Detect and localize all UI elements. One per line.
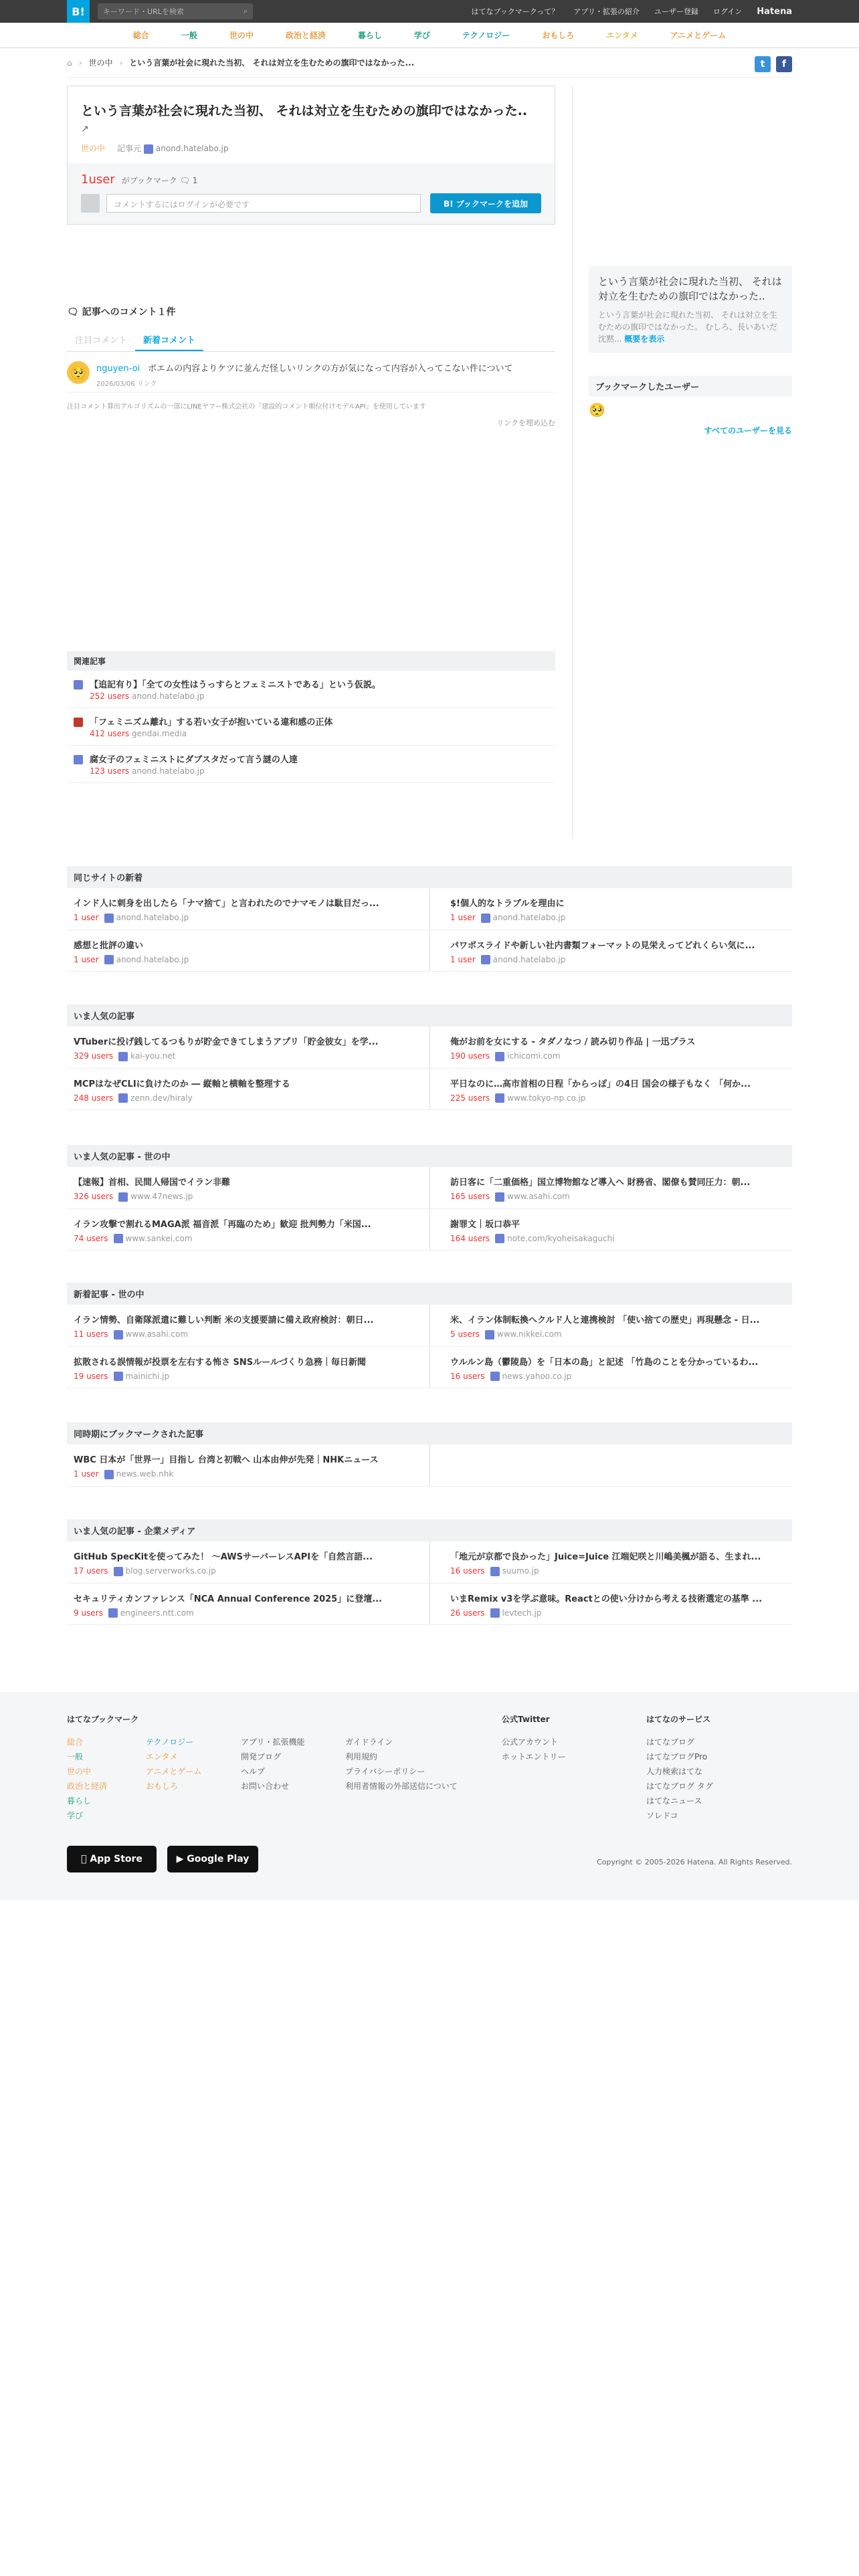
article-users[interactable]: 326 users [74,1192,114,1201]
article-users[interactable]: 1 user [74,913,99,922]
summary-card [589,266,792,353]
footer-link[interactable]: テクノロジー [146,1737,194,1747]
related-item[interactable] [67,746,555,783]
article-users[interactable]: 9 users [74,1608,103,1618]
article-meta [450,1051,785,1061]
article-site[interactable]: news.web.nhk [116,1469,174,1479]
article-meta [74,913,423,923]
footer-link[interactable]: 利用者情報の外部送信について [345,1782,458,1791]
section [67,1283,792,1388]
footer-link[interactable]: 公式アカウント [502,1737,558,1747]
hatena-bookmark-logo[interactable]: B! [67,0,90,23]
footer-link[interactable]: プライバシーポリシー [345,1767,425,1776]
article-title[interactable]: GitHub SpecKitを使ってみた！ ～AWSサーバーレスAPIを「自然言語... [74,1552,373,1562]
app-store-badge[interactable] [67,1846,157,1872]
site-favicon-icon [108,1608,118,1618]
article-item[interactable] [67,1209,430,1251]
related-heading: 関連記事 [67,651,555,671]
related-users[interactable]: 412 users [90,729,130,738]
related-thumb-icon [74,718,83,727]
section-heading: 新着記事 - 世の中 [67,1283,792,1305]
article-item[interactable] [430,1167,792,1209]
article-site[interactable]: anond.hatelabo.jp [116,913,189,922]
article-title[interactable]: 謝罪文｜坂口恭平 [450,1219,520,1230]
tab-popular-comments[interactable]: 注目コメント [75,336,128,346]
tab-category[interactable]: エンタメ [606,31,638,40]
article-meta [74,1093,423,1103]
footer-link[interactable]: ガイドライン [345,1737,393,1747]
article-site[interactable]: mainichi.jp [125,1371,170,1381]
footer-link[interactable]: はてなブログPro [646,1752,708,1761]
comment-date[interactable]: 2026/03/06 [96,381,135,388]
comment-icon: 🗨 [179,176,190,185]
article-site[interactable]: news.yahoo.co.jp [502,1371,572,1381]
article-title[interactable]: イラン情勢、自衛隊派遣に難しい判断 米の支援要請に備え政府検討：朝日... [74,1315,374,1325]
article-users[interactable]: 26 users [450,1608,485,1618]
google-play-badge[interactable] [167,1846,258,1872]
article-users[interactable]: 19 users [74,1371,108,1381]
header-link[interactable]: ログイン [712,7,743,16]
article-meta [450,955,785,965]
article-users[interactable]: 248 users [74,1093,114,1103]
related-users[interactable]: 252 users [90,691,130,701]
article-users[interactable]: 1 user [74,1469,99,1479]
article-title[interactable]: 平日なのに…高市首相の日程「からっぽ」の4日 国会の様子もなく 「何か... [450,1079,751,1089]
article-users[interactable]: 74 users [74,1233,108,1243]
article-title[interactable]: 米、イラン体制転換へクルド人と連携検討 「使い捨ての歴史」再現懸念 - 日... [450,1315,760,1325]
article-title[interactable]: 拡散される誤情報が投票を左右する怖さ SNSルールづくり急務｜毎日新聞 [74,1357,366,1368]
article-meta [74,1234,423,1244]
article-users[interactable]: 16 users [450,1566,485,1576]
article-item[interactable] [67,888,430,930]
article-meta [450,1234,785,1244]
user-avatar[interactable]: 🥺 [67,361,90,384]
footer-link[interactable]: アプリ・拡張機能 [241,1737,305,1747]
site-favicon-icon [495,1192,504,1202]
footer-link[interactable]: 政治と経済 [67,1782,108,1791]
app-store-label: App Store [87,1854,140,1864]
site-favicon-icon [114,1330,123,1339]
article-users[interactable]: 1 user [74,954,99,964]
related-meta [90,766,298,776]
article-item[interactable] [430,1541,792,1584]
article-item[interactable] [430,1027,792,1069]
footer-link[interactable]: はてなブログ タグ [646,1782,713,1791]
article-site[interactable]: ichicomi.com [507,1051,561,1061]
article-site[interactable]: note.com/kyoheisakaguchi [507,1233,615,1243]
site-favicon-icon [114,1234,123,1243]
site-favicon-icon [490,1567,500,1576]
site-favicon-icon [114,1567,123,1576]
article-item[interactable] [67,1584,430,1626]
article-site[interactable]: blog.serverworks.co.jp [125,1566,216,1576]
article-item[interactable] [430,1069,792,1111]
comment-input[interactable]: コメントするにはログインが必要です [106,194,421,213]
article-item[interactable] [67,1167,430,1209]
article-item[interactable] [67,1027,430,1069]
article-site[interactable]: suumo.jp [502,1566,539,1576]
article-item[interactable] [430,1209,792,1251]
site-favicon-icon [114,1372,123,1381]
article-site[interactable]: www.nikkei.com [496,1329,562,1339]
section-grid [67,1167,792,1251]
article-users[interactable]: 16 users [450,1371,485,1381]
article-site[interactable]: www.asahi.com [507,1192,570,1201]
section [67,866,792,972]
tab-category[interactable]: 一般 [181,31,197,40]
copyright: Copyright © 2005-2026 Hatena. All Rights Reserved. [596,1858,792,1866]
section-grid [67,1305,792,1388]
related-list [67,671,555,783]
article-title[interactable]: VTuberに投げ銭してるつもりが貯金できてしまうアプリ「貯金彼女」を学... [74,1037,379,1047]
comments-heading-text: 記事へのコメント１件 [82,307,176,318]
article-site[interactable]: engineers.ntt.com [120,1608,194,1618]
article-site[interactable]: www.asahi.com [125,1329,189,1339]
site-favicon-icon [481,955,490,964]
tab-category[interactable]: 世の中 [229,31,254,40]
article-title[interactable]: いまRemix v3を学ぶ意味。Reactとの使い分けから考える技術選定の基準 ... [450,1594,763,1604]
footer-link[interactable]: はてなニュース [646,1796,702,1806]
section [67,1422,792,1487]
section [67,1004,792,1110]
article-item[interactable] [67,1444,430,1487]
search-icon[interactable]: ⌕ [243,7,248,15]
site-favicon-icon [490,1608,500,1618]
article-title[interactable]: セキュリティカンファレンス「NCA Annual Conference 2025」に登壇... [74,1594,383,1604]
footer-link[interactable]: お問い合わせ [241,1782,290,1791]
tab-category[interactable]: 暮らし [357,31,382,40]
article-item[interactable] [430,930,792,972]
top-bar [0,0,859,23]
article-meta [450,1372,785,1382]
related-title[interactable]: 腐女子のフェミニストにダブスタだって言う謎の人達 [90,755,298,765]
article-title[interactable]: 【速報】首相、民間人帰国でイラン非難 [74,1178,231,1188]
article-title[interactable]: パワポスライドや新しい社内書類フォーマットの見栄えってどれくらい気に... [450,940,755,951]
footer-brand: はてなブックマーク [67,1715,139,1724]
related-meta [90,691,381,701]
article-site[interactable]: anond.hatelabo.jp [492,954,566,964]
algorithm-note: 注目コメント算出アルゴリズムの一部にLINEヤフー株式会社の「建設的コメント順位付けモデルAPI」を使用しています [67,403,426,411]
article-meta [74,1469,423,1479]
article-site[interactable]: zenn.dev/hiraly [130,1093,193,1103]
article-meta [450,913,785,923]
article-item [430,1444,792,1487]
header-links [471,6,792,17]
article-meta [74,1372,423,1382]
column-divider [572,86,573,837]
tab-category[interactable]: アニメとゲーム [670,31,727,40]
section [67,1519,792,1625]
related-item[interactable] [67,671,555,708]
tab-new-comments[interactable]: 新着コメント [135,329,203,351]
breadcrumb-category[interactable]: 世の中 [88,58,113,68]
site-favicon-icon [481,914,490,923]
footer-link[interactable]: はてなブログ [646,1737,695,1747]
search-input[interactable] [98,3,253,19]
footer-link[interactable]: ソレドコ [646,1811,678,1820]
article-meta [450,1192,785,1202]
related-item[interactable] [67,708,555,746]
site-favicon-icon [144,144,153,154]
comment-text: ボエムの内容よりケツに並んだ怪しいリンクの方が気になって内容が入ってこない件について [148,364,513,374]
article-users[interactable]: 164 users [450,1233,490,1243]
article-item[interactable] [67,1347,430,1389]
google-play-label: Google Play [187,1854,250,1864]
summary-desc: という言葉が社会に現れた当初、 それは対立を生むための旗印ではなかった。 むしろ、長いあいだ沈黙... [598,310,777,344]
source-label: 記事元 [117,144,142,153]
tab-category[interactable]: おもしろ [542,31,575,40]
related-thumb-icon [74,755,83,764]
article-users[interactable]: 1 user [450,954,476,964]
twitter-share-icon[interactable]: t [755,56,771,72]
section-grid [67,888,792,972]
comment-icon: 🗨 [67,307,79,318]
article-meta [74,1051,423,1061]
show-summary-link[interactable]: 概要を表示 [624,334,665,344]
related-users[interactable]: 123 users [90,766,130,776]
article-title[interactable]: 感想と批評の違い [74,940,144,951]
article-users[interactable]: 329 users [74,1051,114,1061]
bookmark-users[interactable]: 1user [81,173,115,187]
section-heading: いま人気の記事 - 企業メディア [67,1519,792,1541]
article-users[interactable]: 225 users [450,1093,490,1103]
related-title[interactable]: 「フェミニズム離れ」する若い女子が抱いている違和感の正体 [90,718,333,728]
site-favicon-icon [118,1093,128,1103]
article-site[interactable]: anond.hatelabo.jp [116,954,189,964]
section-heading: 同じサイトの新着 [67,866,792,888]
article-meta [74,955,423,965]
section-grid [67,1027,792,1110]
related-site[interactable]: anond.hatelabo.jp [131,691,205,701]
embed-link[interactable]: リンクを埋め込む [496,419,555,427]
footer-link[interactable]: 暮らし [67,1796,92,1806]
entry-card [67,86,555,225]
comment-count: 1 [192,176,198,185]
site-favicon-icon [104,1470,114,1479]
facebook-share-icon[interactable]: f [776,56,792,72]
site-favicon-icon [118,1052,128,1061]
external-link-icon[interactable]: ↗ [81,124,89,134]
search-placeholder: キーワード・URLを検索 [103,7,184,16]
section-heading: 同時期にブックマークされた記事 [67,1422,792,1444]
related-site[interactable]: anond.hatelabo.jp [131,766,205,776]
comment-link[interactable]: リンク [136,381,157,388]
footer-services-heading: はてなのサービス [646,1715,711,1724]
site-favicon-icon [490,1372,500,1381]
article-meta [450,1566,785,1576]
hatena-logo[interactable]: Hatena [757,6,792,17]
article-meta [450,1329,785,1339]
entry-title[interactable]: という言葉が社会に現れた当初、 それは対立を生むための旗印ではなかった.. [81,104,528,118]
footer-link[interactable]: おもしろ [146,1782,179,1791]
related-meta [90,729,332,738]
footer-twitter-heading: 公式Twitter [502,1715,550,1724]
footer-link[interactable]: アニメとゲーム [146,1767,202,1776]
bookmark-label: がブックマーク [121,176,177,185]
bookmark-users-heading: ブックマークしたユーザー [589,376,792,397]
entry-source[interactable]: anond.hatelabo.jp [155,144,229,153]
related-site[interactable]: gendai.media [131,729,187,738]
article-users[interactable]: 165 users [450,1192,490,1201]
site-favicon-icon [495,1093,504,1103]
header-link[interactable]: ユーザー登録 [654,7,698,16]
footer-link[interactable]: 学び [67,1811,84,1820]
article-site[interactable]: www.sankei.com [125,1233,193,1243]
footer-link[interactable]: 一般 [67,1752,84,1761]
article-users[interactable]: 11 users [74,1329,108,1339]
footer-link[interactable]: 総合 [67,1737,84,1747]
article-site[interactable]: anond.hatelabo.jp [492,913,566,922]
article-item[interactable] [430,1305,792,1347]
add-bookmark-button[interactable]: B! ブックマークを追加 [430,193,541,213]
article-site[interactable]: levtech.jp [502,1608,542,1618]
footer-link[interactable]: ヘルプ [241,1767,266,1776]
article-meta [450,1608,785,1618]
play-icon: ▶ [176,1854,184,1864]
home-icon[interactable]: ⌂ [67,58,72,68]
footer-link[interactable]: 世の中 [67,1767,92,1776]
entry-category[interactable]: 世の中 [81,144,106,153]
footer-link[interactable]: 利用規約 [345,1752,378,1761]
article-item[interactable] [430,888,792,930]
article-title[interactable]: 「地元が京都で良かった」Juice=Juice 江端妃咲と川嶋美楓が語る、生まれ... [450,1552,761,1562]
site-favicon-icon [485,1330,494,1339]
article-title[interactable]: 訪日客に「二重価格」国立博物館など導入へ 財務省、閣僚も賛同圧力：朝... [450,1178,751,1188]
related-thumb-icon [74,680,83,689]
article-item[interactable] [67,1541,430,1584]
article-title[interactable]: MCPはなぜCLIに負けたのか ― 縦軸と横軸を整理する [74,1079,290,1089]
article-title[interactable]: 俺がお前を女にする - タダノなつ / 読み切り作品 | 一迅プラス [450,1037,696,1047]
footer-link[interactable]: 人力検索はてな [646,1767,703,1776]
article-item[interactable] [67,1069,430,1111]
article-title[interactable]: $!個人的なトラブルを理由に [450,899,565,909]
apple-icon [81,1854,86,1864]
footer [0,1692,859,1901]
article-users[interactable]: 5 users [450,1329,480,1339]
article-title[interactable]: イラン攻撃で割れるMAGA派 福音派「再臨のため」歓迎 批判勢力「米国... [74,1219,371,1230]
article-meta [74,1329,423,1339]
section-heading: いま人気の記事 [67,1004,792,1027]
article-users[interactable]: 190 users [450,1051,490,1061]
site-favicon-icon [118,1192,128,1202]
section [67,1145,792,1251]
footer-link[interactable]: エンタメ [146,1752,178,1761]
article-title[interactable]: WBC 日本が「世界一」目指し 台湾と初戦へ 山本由伸が先発｜NHKニュース [74,1455,379,1465]
related-title[interactable]: 【追記有り】「全ての女性はうっすらとフェミニストである」という仮説。 [90,680,381,690]
site-favicon-icon [495,1234,504,1243]
breadcrumb: ⌂ › 世の中 › という言葉が社会に現れた当初、 それは対立を生むための旗印ではなかった... t f [67,48,792,78]
site-favicon-icon [495,1052,504,1061]
all-users-link[interactable]: すべてのユーザーを見る [704,426,792,435]
site-favicon-icon [104,955,114,964]
header-link[interactable]: はてなブックマークって？ [471,7,559,16]
category-nav [0,23,859,48]
article-meta [74,1566,423,1576]
article-title[interactable]: ウルルン島（鬱陵島）を「日本の島」と記述 「竹島のことを分かっているわ... [450,1357,759,1368]
footer-link[interactable]: 開発ブログ [241,1752,282,1761]
bookmark-user-avatar[interactable]: 🥺 [589,402,605,418]
main-column [67,86,555,783]
article-meta [450,1093,785,1103]
article-users[interactable]: 17 users [74,1566,108,1576]
article-site[interactable]: kai-you.net [130,1051,176,1061]
article-item[interactable] [430,1584,792,1626]
article-item[interactable] [430,1347,792,1389]
article-item[interactable] [67,930,430,972]
article-users[interactable]: 1 user [450,913,476,922]
section-grid [67,1444,792,1487]
header-link[interactable]: アプリ・拡張の紹介 [573,7,640,16]
comment-user[interactable]: nguyen-oi [96,364,140,374]
article-site[interactable]: www.47news.jp [130,1192,193,1201]
site-favicon-icon [104,914,114,923]
comments-heading [67,305,555,318]
sidebar [589,86,792,436]
comment-item [67,352,555,393]
article-item[interactable] [67,1305,430,1347]
article-meta [74,1192,423,1202]
section-heading: いま人気の記事 - 世の中 [67,1145,792,1167]
tab-category[interactable]: 総合 [132,31,149,40]
article-site[interactable]: www.tokyo-np.co.jp [507,1093,586,1103]
summary-title: という言葉が社会に現れた当初、 それは対立を生むための旗印ではなかった.. [598,276,782,302]
tab-category[interactable]: 学び [413,31,430,40]
avatar-placeholder [81,194,100,213]
tab-category[interactable]: 政治と経済 [285,31,326,40]
section-grid [67,1541,792,1625]
article-meta [74,1608,423,1618]
article-title[interactable]: インド人に刺身を出したら「ナマ捨て」と言われたのでナマモノは駄目だっ... [74,899,379,909]
footer-link[interactable]: ホットエントリー [502,1752,566,1761]
breadcrumb-current: という言葉が社会に現れた当初、 それは対立を生むための旗印ではなかった... [129,58,415,68]
tab-category[interactable]: テクノロジー [462,31,510,40]
